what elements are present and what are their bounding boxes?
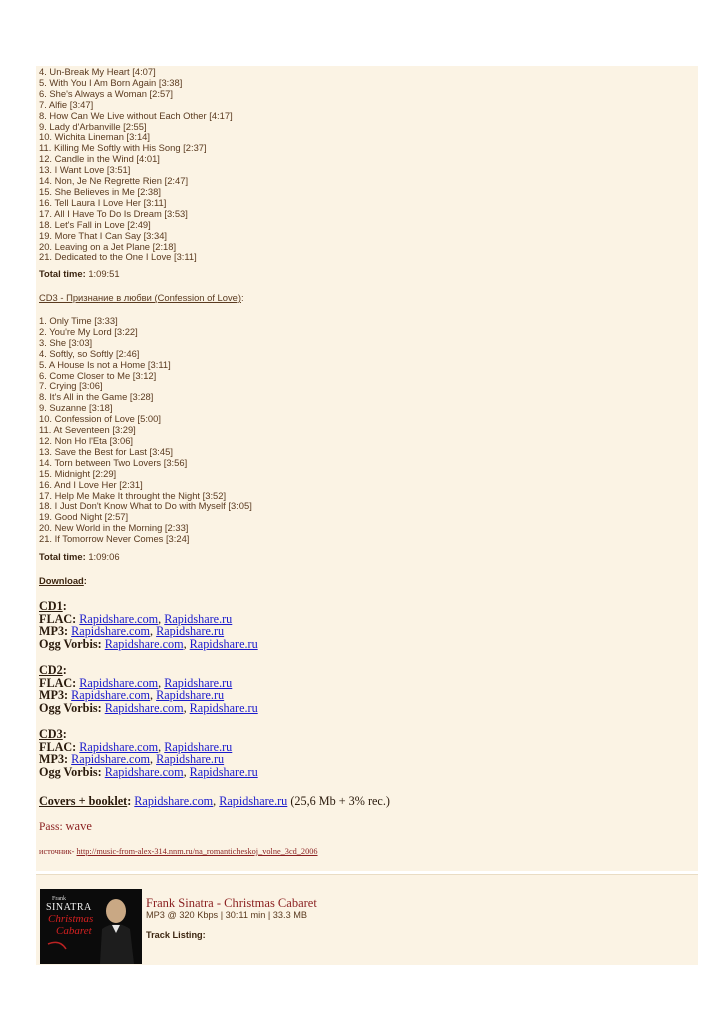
track-item: 15. Midnight [2:29]	[39, 467, 117, 479]
download-label: Download	[39, 575, 84, 586]
cd-download-group	[39, 600, 258, 651]
pass-value: wave	[65, 819, 92, 833]
link-rapidshare-com[interactable]: Rapidshare.com	[79, 611, 159, 626]
link-separator: ,	[158, 611, 162, 626]
track-item: 8. It's All in the Game [3:28]	[39, 391, 154, 403]
cd3-track-list	[39, 316, 252, 545]
track-item: 9. Suzanne [3:18]	[39, 402, 113, 414]
cd-label: CD3	[39, 727, 63, 741]
link-rapidshare-ru[interactable]: Rapidshare.ru	[189, 765, 258, 780]
cover-text-artist: SINATRA	[46, 902, 92, 913]
cd-label-colon: :	[62, 727, 67, 741]
link-rapidshare-ru[interactable]: Rapidshare.ru	[156, 752, 225, 767]
track-item: 14. Torn between Two Lovers [3:56]	[39, 456, 188, 468]
total-time-label: Total time:	[39, 268, 86, 279]
track-item: 15. She Believes in Me [2:38]	[39, 185, 161, 197]
link-rapidshare-ru[interactable]: Rapidshare.ru	[189, 637, 258, 652]
link-rapidshare-ru[interactable]: Rapidshare.ru	[189, 701, 258, 716]
cd-label: CD1	[39, 599, 63, 613]
total-time-value: 1:09:06	[88, 551, 120, 562]
track-item: 5. With You I Am Born Again [3:38]	[39, 76, 183, 88]
track-item: 7. Crying [3:06]	[39, 380, 103, 392]
link-rapidshare-com[interactable]: Rapidshare.com	[71, 752, 151, 767]
covers-label: Covers + booklet	[39, 794, 128, 808]
format-row-ogg	[39, 638, 258, 651]
track-item: 6. Come Closer to Me [3:12]	[39, 369, 157, 381]
format-label: Ogg Vorbis:	[39, 765, 102, 780]
track-item: 12. Candle in the Wind [4:01]	[39, 153, 160, 165]
format-label: FLAC:	[39, 675, 77, 690]
cd-label-colon: :	[62, 663, 67, 677]
link-separator: ,	[158, 675, 162, 690]
album-cover-art	[40, 889, 142, 964]
cd-label-colon: :	[62, 599, 67, 613]
link-separator: ,	[150, 752, 154, 767]
track-listing-label: Track Listing:	[146, 930, 206, 940]
covers-row	[39, 795, 390, 808]
format-label: Ogg Vorbis:	[39, 701, 102, 716]
cd3-heading	[39, 293, 244, 304]
cd3-total-time	[39, 552, 120, 563]
cd3-heading-text: CD3 - Признание в любви (Confession of Love)	[39, 292, 241, 303]
link-rapidshare-com[interactable]: Rapidshare.com	[71, 688, 151, 703]
link-rapidshare-ru[interactable]: Rapidshare.ru	[164, 675, 233, 690]
track-item: 17. All I Have To Do Is Dream [3:53]	[39, 207, 188, 219]
format-label: MP3:	[39, 688, 69, 703]
track-item: 11. At Seventeen [3:29]	[39, 424, 136, 436]
source-row	[39, 847, 318, 856]
link-rapidshare-ru[interactable]: Rapidshare.ru	[156, 688, 225, 703]
link-separator: ,	[213, 794, 217, 808]
link-separator: ,	[158, 739, 162, 754]
format-row-ogg	[39, 702, 258, 715]
track-item: 19. Good Night [2:57]	[39, 511, 129, 523]
track-item: 11. Killing Me Softly with His Song [2:37]	[39, 142, 207, 154]
track-item: 7. Alfie [3:47]	[39, 98, 94, 110]
covers-note: (25,6 Mb + 3% rec.)	[290, 794, 390, 808]
track-item: 13. Save the Best for Last [3:45]	[39, 445, 173, 457]
track-item: 17. Help Me Make It throught the Night [3:52]	[39, 489, 227, 501]
format-row-ogg	[39, 766, 258, 779]
track-item: 14. Non, Je Ne Regrette Rien [2:47]	[39, 175, 189, 187]
link-rapidshare-com[interactable]: Rapidshare.com	[79, 675, 159, 690]
download-colon: :	[83, 575, 87, 586]
album-meta: MP3 @ 320 Kbps | 30:11 min | 33.3 MB	[146, 910, 308, 920]
track-item: 6. She's Always a Woman [2:57]	[39, 87, 173, 99]
link-separator: ,	[183, 765, 187, 780]
total-time-value: 1:09:51	[88, 268, 120, 279]
link-separator: ,	[183, 637, 187, 652]
link-rapidshare-ru[interactable]: Rapidshare.ru	[156, 624, 225, 639]
track-item: 21. Dedicated to the One I Love [3:11]	[39, 251, 197, 263]
link-rapidshare-com[interactable]: Rapidshare.com	[79, 739, 159, 754]
album-cover-image[interactable]	[40, 889, 142, 964]
covers-colon: :	[127, 794, 132, 808]
link-rapidshare-com[interactable]: Rapidshare.com	[104, 637, 184, 652]
track-item: 12. Non Ho l'Eta [3:06]	[39, 434, 134, 446]
cd2-total-time	[39, 269, 120, 280]
format-label: Ogg Vorbis:	[39, 637, 102, 652]
track-item: 2. You're My Lord [3:22]	[39, 325, 138, 337]
track-item: 16. And I Love Her [2:31]	[39, 478, 143, 490]
link-separator: ,	[150, 624, 154, 639]
link-rapidshare-ru[interactable]: Rapidshare.ru	[164, 739, 233, 754]
covers-link-rapidshare-ru[interactable]: Rapidshare.ru	[219, 794, 288, 808]
source-label: источник-	[39, 847, 75, 856]
track-item: 20. Leaving on a Jet Plane [2:18]	[39, 240, 177, 252]
track-item: 20. New World in the Morning [2:33]	[39, 522, 189, 534]
track-item: 3. She [3:03]	[39, 336, 93, 348]
track-item: 4. Un-Break My Heart [4:07]	[39, 66, 156, 77]
track-item: 10. Wichita Lineman [3:14]	[39, 131, 150, 143]
total-time-label: Total time:	[39, 551, 86, 562]
link-separator: ,	[150, 688, 154, 703]
track-item: 18. I Just Don't Know What to Do with Myself [3:05]	[39, 500, 252, 512]
covers-link-rapidshare-com[interactable]: Rapidshare.com	[134, 794, 214, 808]
format-label: FLAC:	[39, 739, 77, 754]
track-item: 10. Confession of Love [5:00]	[39, 413, 161, 425]
format-label: MP3:	[39, 624, 69, 639]
password-row	[39, 819, 92, 834]
track-item: 16. Tell Laura I Love Her [3:11]	[39, 196, 167, 208]
format-label: FLAC:	[39, 611, 77, 626]
cd-download-group	[39, 664, 258, 715]
track-item: 13. I Want Love [3:51]	[39, 164, 131, 176]
cd2-track-list	[39, 67, 233, 263]
cd-label: CD2	[39, 663, 63, 677]
link-separator: ,	[183, 701, 187, 716]
track-item: 18. Let's Fall in Love [2:49]	[39, 218, 151, 230]
link-rapidshare-com[interactable]: Rapidshare.com	[71, 624, 151, 639]
track-item: 21. If Tomorrow Never Comes [3:24]	[39, 533, 190, 545]
pass-label: Pass:	[39, 821, 63, 833]
track-item: 5. A House Is not a Home [3:11]	[39, 358, 171, 370]
cover-text-top: Frank	[52, 896, 66, 902]
track-item: 1. Only Time [3:33]	[39, 315, 118, 326]
cover-text-line1: Christmas	[48, 913, 94, 925]
cover-text-line2: Cabaret	[56, 925, 92, 937]
source-link[interactable]: http://music-from-alex-314.nnm.ru/na_romanticheskoj_volne_3cd_2006	[76, 847, 318, 856]
track-item: 9. Lady d'Arbanville [2:55]	[39, 120, 147, 132]
cd-download-group	[39, 728, 258, 779]
format-label: MP3:	[39, 752, 69, 767]
link-rapidshare-com[interactable]: Rapidshare.com	[104, 765, 184, 780]
track-item: 19. More That I Can Say [3:34]	[39, 229, 168, 241]
download-heading	[39, 576, 87, 587]
track-item: 8. How Can We Live without Each Other [4:17]	[39, 109, 233, 121]
link-rapidshare-com[interactable]: Rapidshare.com	[104, 701, 184, 716]
track-item: 4. Softly, so Softly [2:46]	[39, 347, 140, 359]
link-rapidshare-ru[interactable]: Rapidshare.ru	[164, 611, 233, 626]
heading-colon: :	[240, 292, 244, 303]
album-title: Frank Sinatra - Christmas Cabaret	[146, 896, 317, 910]
